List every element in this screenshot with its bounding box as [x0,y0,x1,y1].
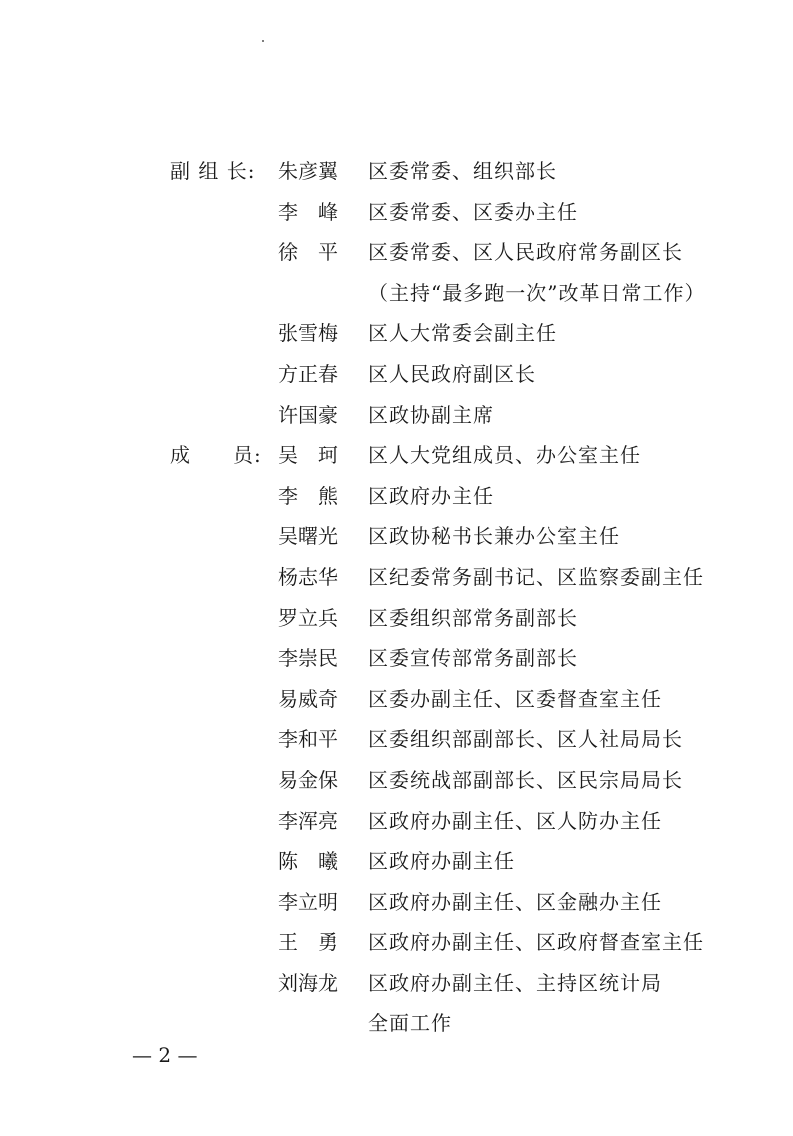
role-label-vice-leader: 副 组 长: [170,159,256,183]
list-row-continuation [0,274,793,315]
member-name: 易威奇 [278,686,338,711]
member-title: 区政府办主任 [368,483,494,508]
list-row [0,233,793,274]
member-title: 区委统战部副部长、区民宗局局长 [368,767,683,792]
member-name: 李浑亮 [278,808,338,833]
member-name: 吴曙光 [278,524,338,549]
member-title: 区政协副主席 [368,402,494,427]
member-name: 许国豪 [278,402,338,427]
role-label-member: 成 员: [170,443,262,468]
member-name: 李崇民 [278,646,338,671]
list-row [0,720,793,761]
list-row-continuation [0,1004,793,1045]
list-row [0,599,793,640]
member-name: 李立明 [278,889,338,914]
member-title: 区委常委、区人民政府常务副区长 [368,240,683,265]
list-row [0,477,793,518]
member-title: 区纪委常务副书记、区监察委副主任 [368,564,704,589]
member-name: 张雪梅 [278,321,338,346]
list-row [0,964,793,1005]
member-name: 罗立兵 [278,605,338,630]
member-name: 王 勇 [278,930,338,955]
list-row [0,923,793,964]
member-name: 徐 平 [278,240,338,265]
member-name: 李 峰 [278,199,338,224]
member-title: 区委宣传部常务副部长 [368,646,578,671]
list-row [0,517,793,558]
member-title: 区人大常委会副主任 [368,321,557,346]
member-name: 李和平 [278,727,338,752]
member-title: 区政府办副主任、区人防办主任 [368,808,662,833]
list-row [0,680,793,721]
list-row [0,193,793,234]
member-title: 区人民政府副区长 [368,361,536,386]
member-title-note: （主持“最多跑一次”改革日常工作） [368,280,706,305]
speck-mark [262,40,264,42]
list-row [0,436,793,477]
list-row [0,314,793,355]
member-title-continuation: 全面工作 [368,1011,452,1036]
member-title: 区委组织部副部长、区人社局局长 [368,727,683,752]
list-row [0,558,793,599]
list-row [0,355,793,396]
list-row [0,883,793,924]
member-title: 区委常委、区委办主任 [368,199,578,224]
member-name: 刘海龙 [278,970,338,995]
member-title: 区委办副主任、区委督查室主任 [368,686,662,711]
list-row [0,152,793,193]
member-title: 区政协秘书长兼办公室主任 [368,524,620,549]
list-row [0,396,793,437]
member-name: 杨志华 [278,564,338,589]
member-name: 吴 珂 [278,443,338,468]
member-title: 区政府办副主任 [368,849,515,874]
page-number: — 2 — [132,1043,198,1067]
list-row [0,639,793,680]
member-name: 陈 曦 [278,849,338,874]
member-name: 朱彦翼 [278,159,338,183]
member-list [0,152,793,1045]
list-row [0,761,793,802]
member-title: 区政府办副主任、区政府督查室主任 [368,930,704,955]
list-row [0,842,793,883]
member-title: 区人大党组成员、办公室主任 [368,443,641,468]
member-title: 区政府办副主任、主持区统计局 [368,970,662,995]
member-title: 区委组织部常务副部长 [368,605,578,630]
member-name: 易金保 [278,767,338,792]
member-name: 李 熊 [278,483,338,508]
member-title: 区委常委、组织部长 [368,159,557,183]
member-name: 方正春 [278,361,338,386]
list-row [0,802,793,843]
member-title: 区政府办副主任、区金融办主任 [368,889,662,914]
